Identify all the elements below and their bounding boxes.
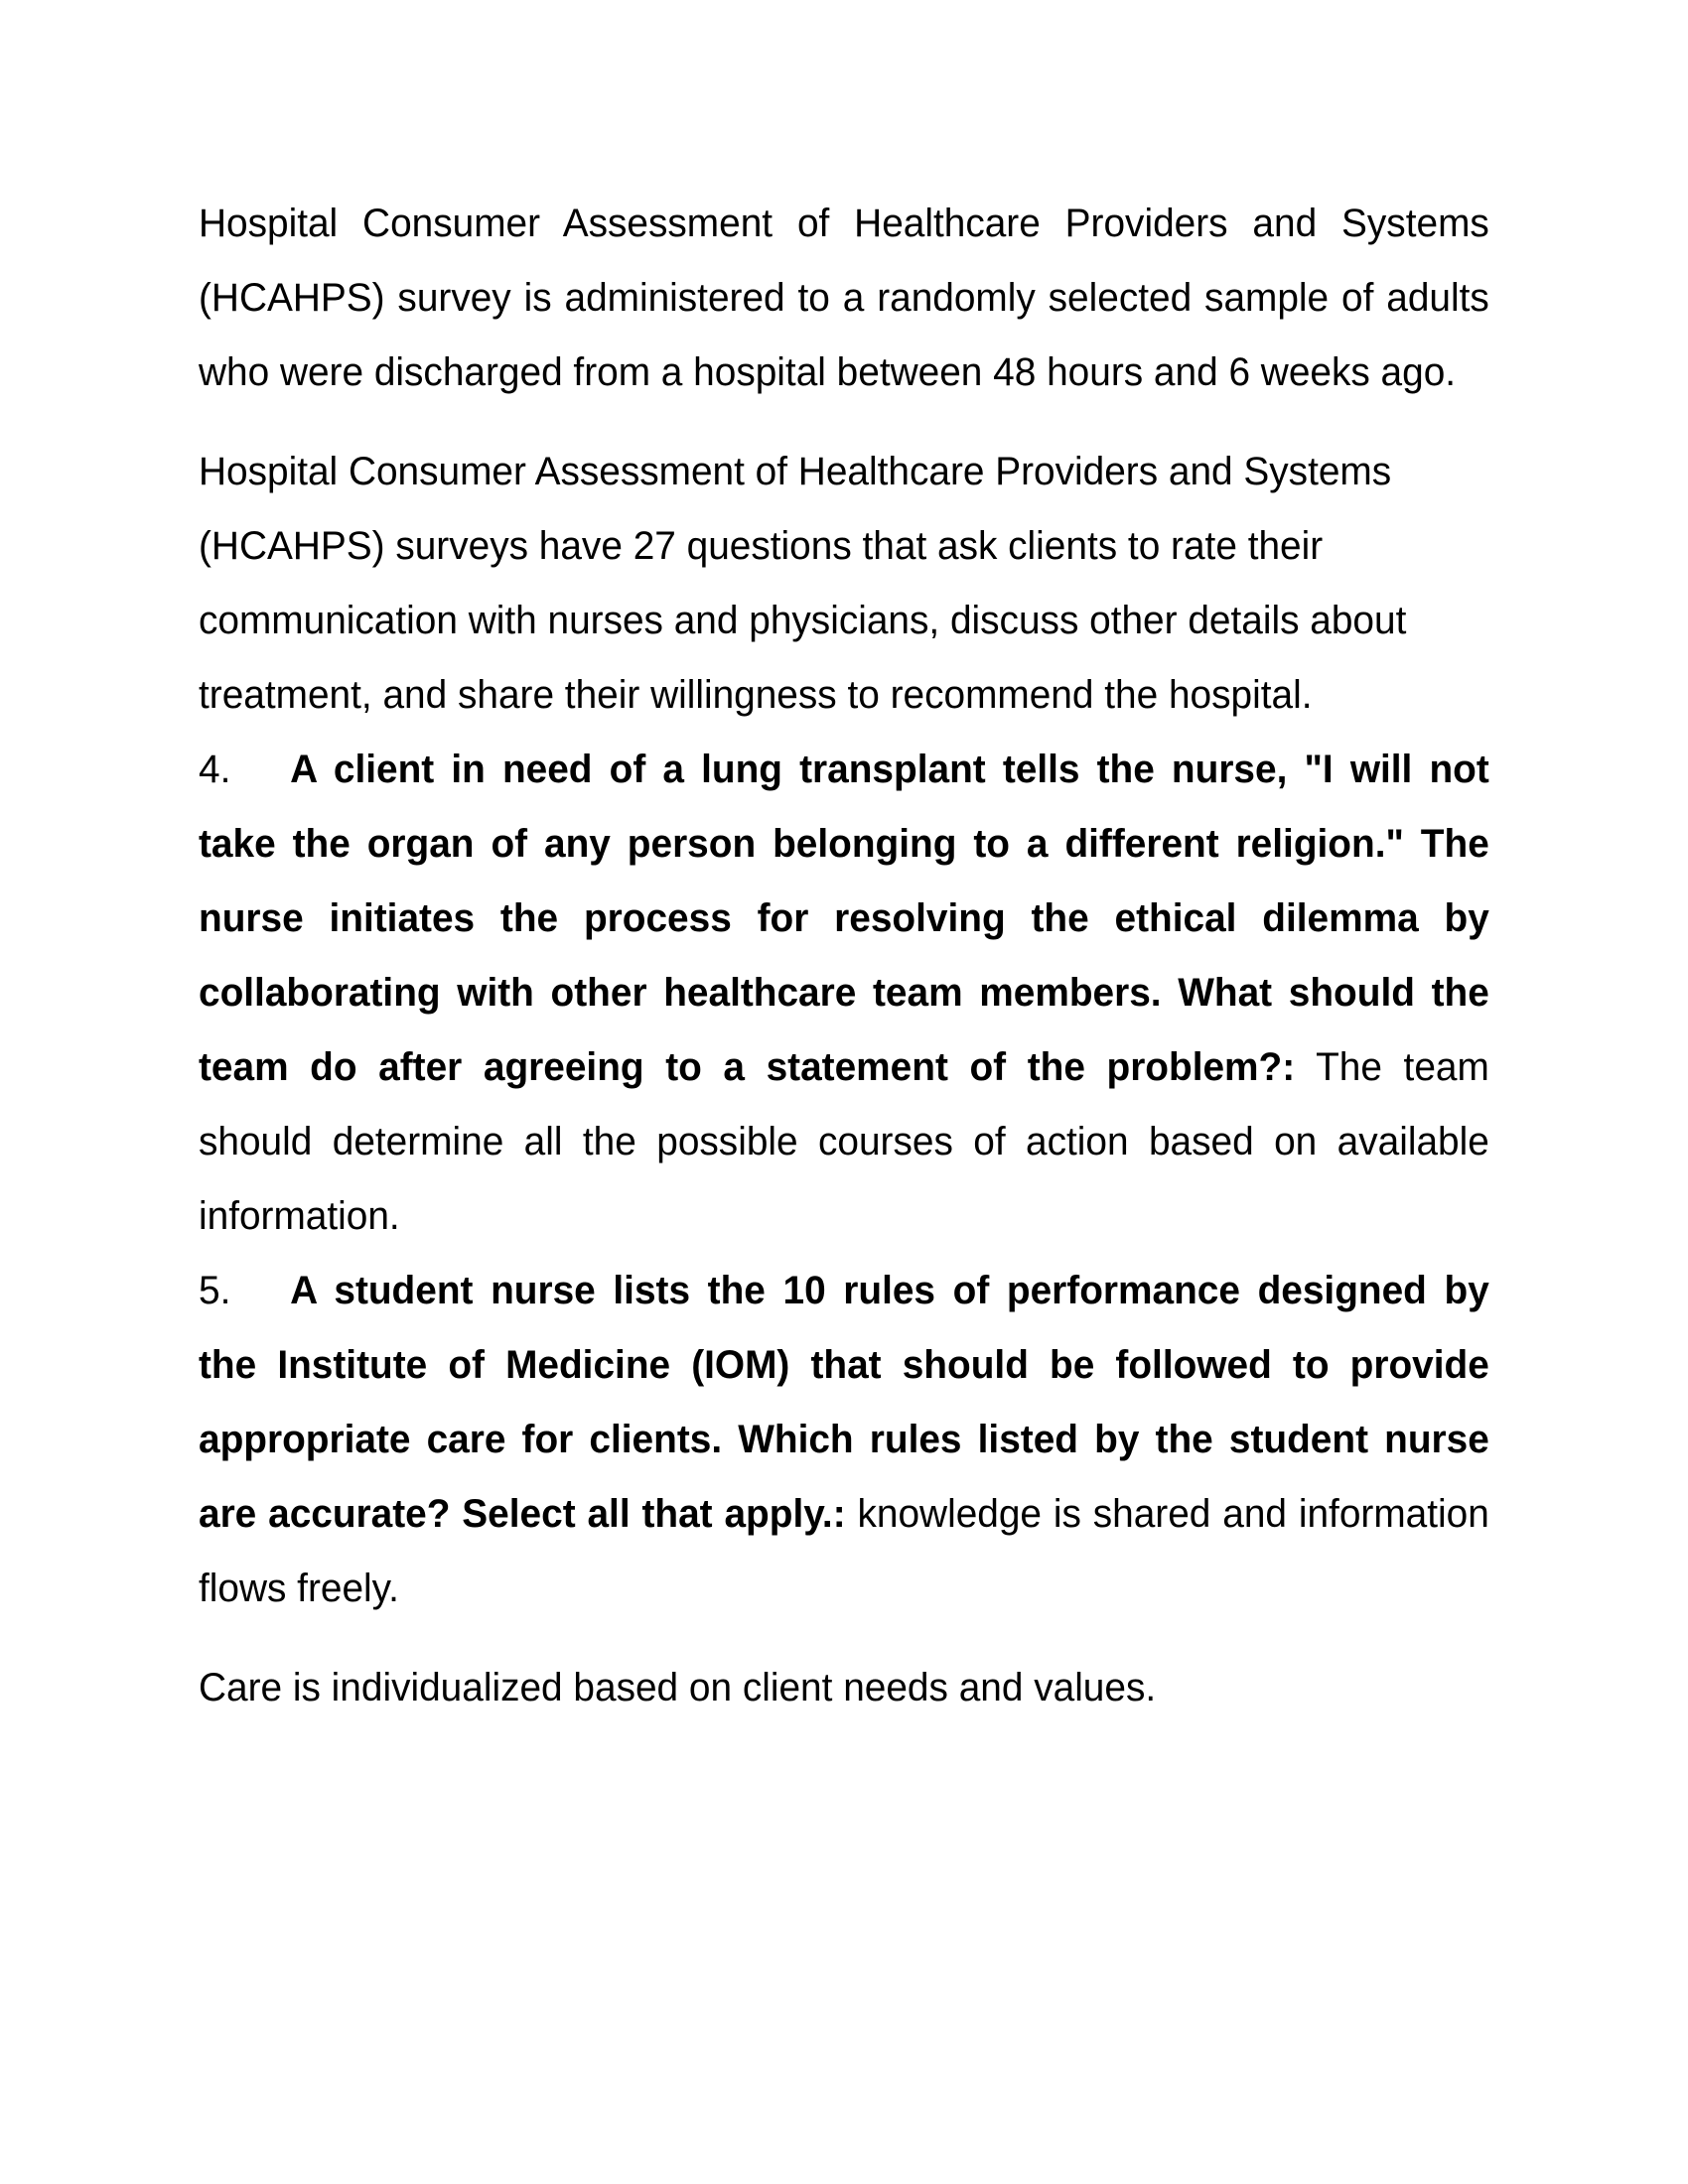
paragraph-hcahps-questions: Hospital Consumer Assessment of Healthcare Providers and Systems (HCAHPS) surveys have 27 questions that ask clients to rate their communication with nurses and physicians, discuss other details about treatment, and share their willingness to recommend the hospital.	[199, 450, 1407, 717]
item-4-number: 4.	[199, 748, 231, 791]
item-4-question: A client in need of a lung transplant tells the nurse, "I will not take the organ of any person belonging to a different religion." The nurse initiates the process for resolving the ethical dilemma by collaborating with other healthcare team members. What should the team do after agreeing to a statement of the problem?:	[199, 748, 1489, 1089]
item-5-question: A student nurse lists the 10 rules of performance designed by the Institute of Medicine (IOM) that should be followed to provide appropriate care for clients. Which rules listed by the student nurse are accurate? Select all that apply.:	[199, 1269, 1489, 1536]
numbered-item-5	[199, 1254, 1489, 1626]
item-4-answer: The team should determine all the possible courses of action based on available information.	[199, 1045, 1489, 1238]
numbered-item-4	[199, 733, 1489, 1254]
paragraph-care-individualized: Care is individualized based on client needs and values.	[199, 1666, 1157, 1709]
paragraph-hcahps-intro: Hospital Consumer Assessment of Healthcare Providers and Systems (HCAHPS) survey is administered to a randomly selected sample of adults who were discharged from a hospital between 48 hours and 6 weeks ago.	[199, 202, 1489, 394]
document-text-body	[199, 187, 1489, 1725]
item-5-answer: knowledge is shared and information flows freely.	[199, 1492, 1489, 1610]
item-5-number: 5.	[199, 1269, 231, 1312]
